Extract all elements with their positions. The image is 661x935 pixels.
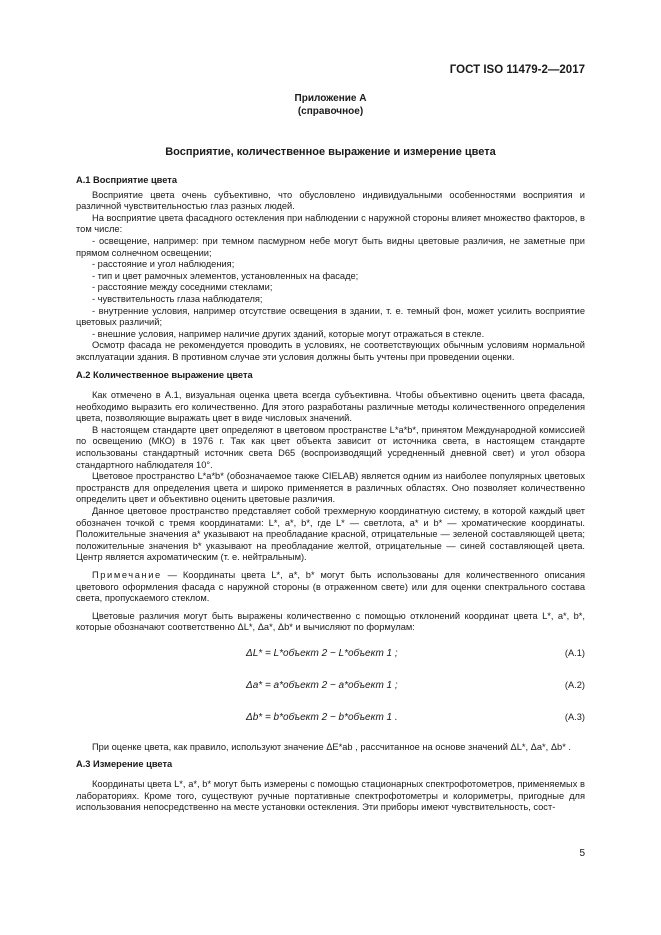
formula-number: (А.2)	[564, 679, 585, 690]
paragraph: Как отмечено в А.1, визуальная оценка цвета всегда субъективна. Чтобы объективно оценить цвета фасада, необходимо выразить его количественно. Для этого разработаны различные методы количественного определения цвета, позволяющие выражать цвет в виде числовых значений.	[76, 390, 585, 424]
formula-expression: ΔL* = L*объект 2 − L*объект 1 ;	[246, 647, 398, 659]
formula-expression: Δb* = b*объект 2 − b*объект 1 .	[246, 711, 398, 723]
paragraph: При оценке цвета, как правило, используют значение ΔE*ab , рассчитанное на основе значений ΔL*, Δa*, Δb* .	[92, 741, 571, 752]
paragraph: Цветовое пространство L*a*b* (обозначаемое также CIELAB) является одним из наиболее популярных цветовых пространств для определения цвета и широко применяется в различных областях. Оно позволяет количественно определить цвет и объективно оценить цветовые различия.	[76, 471, 585, 505]
page-title: Восприятие, количественное выражение и измерение цвета	[165, 146, 496, 158]
list-item: - чувствительность глаза наблюдателя;	[92, 293, 263, 304]
document-body	[76, 175, 585, 814]
formula-a1	[76, 646, 585, 666]
list-item: - тип и цвет рамочных элементов, установленных на фасаде;	[92, 270, 359, 281]
list-item: - расстояние и угол наблюдения;	[92, 259, 235, 270]
formula-number: (А.3)	[564, 711, 585, 722]
paragraph: В настоящем стандарте цвет определяют в цветовом пространстве L*a*b*, принятом Международной комиссией по освещению (МКО) в 1976 г. Так как цвет объекта зависит от источника света, в настоящем стандарте использованы стандартный источник света D65 (воспроизводящий усредненный дневной свет) и угол обзора стандартного наблюдателя 10°.	[76, 424, 585, 470]
note-label: Примечание	[92, 570, 162, 580]
annex-status: (справочное)	[297, 106, 364, 117]
section-a3-heading: А.3 Измерение цвета	[76, 758, 173, 769]
standard-code: ГОСТ ISO 11479-2—2017	[449, 64, 585, 76]
paragraph: Восприятие цвета очень субъективно, что обусловлено индивидуальными особенностями восприятия и различной чувствительностью глаз разных людей.	[76, 189, 585, 212]
paragraph: Координаты цвета L*, a*, b* могут быть измерены с помощью стационарных спектрофотометров, применяемых в лабораториях. Кроме того, существуют ручные портативные спектрофотометры и колориметры, пригодные для использования непосредственно на месте установки остекления. Эти приборы имеют чувствительность, сост-	[76, 779, 585, 813]
note	[76, 570, 585, 605]
paragraph: Осмотр фасада не рекомендуется проводить в условиях, не соответствующих обычным условиям нормальной эксплуатации здания. В противном случае эти условия должны быть учтены при проведении оценки.	[76, 340, 585, 362]
formula-a3	[76, 710, 585, 730]
paragraph: Цветовые различия могут быть выражены количественно с помощью отклонений координат цвета L*, a*, b*, которые обозначают соответственно ΔL*, Δa*, Δb* и вычисляют по формулам:	[76, 610, 585, 633]
page-number: 5	[579, 848, 585, 859]
note-text: — Координаты цвета L*, a*, b* могут быть использованы для количественного описания цветового оформления фасада с наружной стороны (в отраженном свете) или для оценки спектрального состава света, пропускаемого стеклом.	[76, 570, 585, 604]
formula-number: (А.1)	[564, 647, 585, 658]
list-item: - внешние условия, например наличие других зданий, которые могут отражаться в стекле.	[92, 328, 485, 339]
section-a1-heading: А.1 Восприятие цвета	[76, 175, 178, 185]
section-a2-heading: А.2 Количественное выражение цвета	[76, 369, 253, 380]
list-item: - расстояние между соседними стеклами;	[92, 282, 273, 293]
formula-a2	[76, 678, 585, 698]
paragraph: Данное цветовое пространство представляет собой трехмерную координатную систему, в которой каждый цвет обозначен точкой с тремя координатами: L*, a*, b*, где L* — светлота, a* и b* — хроматические координаты. Положительные значения a* указывают на преобладание красной, отрицательные — зеленой составляющей цвета; положительные значения b* указывают на преобладание желтой, отрицательные — синей составляющей цвета. Центр является ахроматическим (т. е. нейтральным).	[76, 506, 585, 563]
list-item: - освещение, например: при темном пасмурном небе могут быть видны цветовые различия, не заметные при прямом солнечном освещении;	[76, 235, 585, 258]
annex-label: Приложение А	[294, 93, 367, 104]
list-item: - внутренние условия, например отсутствие освещения в здании, т. е. темный фон, может усилить восприятие цветовых различий;	[76, 305, 585, 328]
formula-expression: Δa* = a*объект 2 − a*объект 1 ;	[246, 679, 398, 691]
annex-heading	[0, 92, 661, 118]
paragraph: На восприятие цвета фасадного остекления при наблюдении с наружной стороны влияет множество факторов, в том числе:	[76, 212, 585, 235]
